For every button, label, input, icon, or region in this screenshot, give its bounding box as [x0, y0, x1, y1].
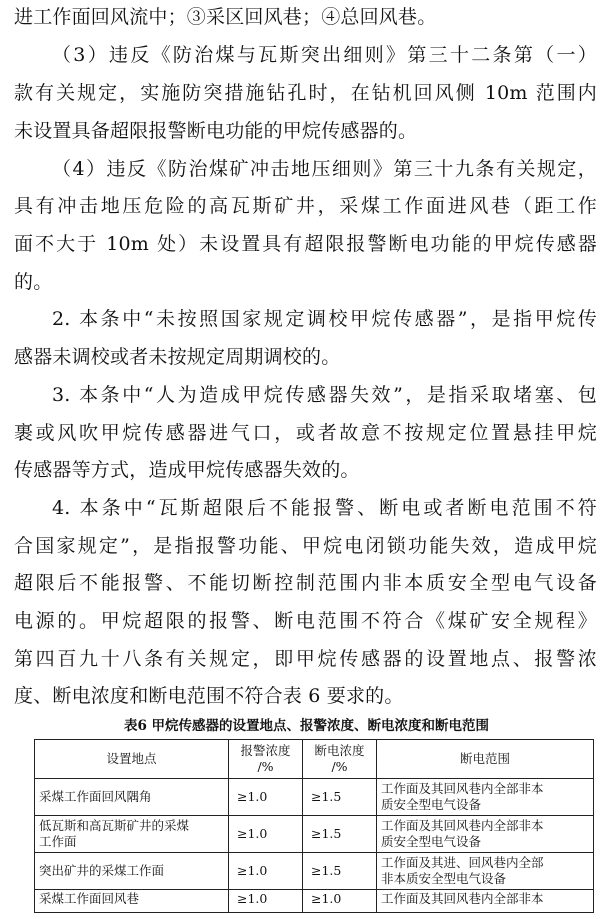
cell-cutoff: ≥1.5 — [303, 779, 377, 816]
text-line: 第四百九十八条有关规定，即甲烷传感器的设置地点、报警浓 — [14, 648, 597, 670]
text-line: 款有关规定，实施防突措施钻孔时，在钻机回风侧 10m 范围内 — [14, 82, 597, 104]
cell-location: 低瓦斯和高瓦斯矿井的采煤 工作面 — [35, 816, 229, 853]
cell-alarm: ≥1.0 — [229, 890, 303, 913]
cell-location: 采煤工作面回风巷 — [35, 890, 229, 913]
table-row — [35, 853, 594, 890]
text-line: （4）违反《防治煤矿冲击地压细则》第三十九条有关规定， — [52, 158, 597, 180]
table-header-row — [35, 740, 594, 779]
cell-cutoff: ≥1.5 — [303, 816, 377, 853]
cell-range: 工作面及其回风巷内全部非本 质安全型电气设备 — [377, 779, 594, 816]
text-line: 4. 本条中“瓦斯超限后不能报警、断电或者断电范围不符 — [52, 497, 597, 519]
text-line: 传感器等方式，造成甲烷传感器失效的。 — [14, 459, 360, 481]
cell-range: 工作面及其回风巷内全部非本 质安全型电气设备 — [377, 816, 594, 853]
cell-alarm: ≥1.0 — [229, 779, 303, 816]
cell-alarm: ≥1.0 — [229, 853, 303, 890]
header-cutoff: 断电浓度 /% — [303, 740, 377, 779]
cell-range: 工作面及其回风巷内全部非本 — [377, 890, 594, 913]
text-line: 合国家规定”，是指报警功能、甲烷电闭锁功能失效，造成甲烷 — [14, 535, 597, 557]
table-caption: 表6 甲烷传感器的设置地点、报警浓度、断电浓度和断电范围 — [123, 718, 490, 734]
text-line: 2. 本条中“未按照国家规定调校甲烷传感器”，是指甲烷传 — [52, 308, 597, 330]
text-line: 具有冲击地压危险的高瓦斯矿井，采煤工作面进风巷（距工作 — [14, 195, 597, 217]
header-alarm: 报警浓度 /% — [229, 740, 303, 779]
table-row — [35, 816, 594, 853]
cell-location: 突出矿井的采煤工作面 — [35, 853, 229, 890]
sensor-table — [34, 739, 594, 913]
text-line: 度、断电浓度和断电范围不符合表 6 要求的。 — [14, 685, 404, 707]
table-row — [35, 779, 594, 816]
text-line: 面不大于 10m 处）未设置具有超限报警断电功能的甲烷传感器 — [14, 233, 597, 255]
cell-alarm: ≥1.0 — [229, 816, 303, 853]
cell-cutoff: ≥1.0 — [303, 890, 377, 913]
cell-range: 工作面及其进、回风巷内全部 非本质安全型电气设备 — [377, 853, 594, 890]
cell-cutoff: ≥1.5 — [303, 853, 377, 890]
text-line: 感器未调校或者未按规定周期调校的。 — [14, 346, 341, 368]
cell-location: 采煤工作面回风隅角 — [35, 779, 229, 816]
text-line: 未设置具备超限报警断电功能的甲烷传感器的。 — [14, 120, 418, 142]
text-line: 超限后不能报警、不能切断控制范围内非本质安全型电气设备 — [14, 572, 597, 594]
text-line: 的。 — [14, 271, 53, 293]
text-line: 进工作面回风流中；③采区回风巷；④总回风巷。 — [14, 6, 437, 28]
text-line: 裹或风吹甲烷传感器进气口，或者故意不按规定位置悬挂甲烷 — [14, 422, 597, 444]
header-location: 设置地点 — [35, 740, 229, 779]
text-line: （3）违反《防治煤与瓦斯突出细则》第三十二条第（一） — [52, 44, 597, 66]
text-line: 3. 本条中“人为造成甲烷传感器失效”，是指采取堵塞、包 — [52, 384, 597, 406]
header-range: 断电范围 — [377, 740, 594, 779]
text-line: 电源的。甲烷超限的报警、断电范围不符合《煤矿安全规程》 — [14, 610, 597, 632]
table-row — [35, 890, 594, 913]
